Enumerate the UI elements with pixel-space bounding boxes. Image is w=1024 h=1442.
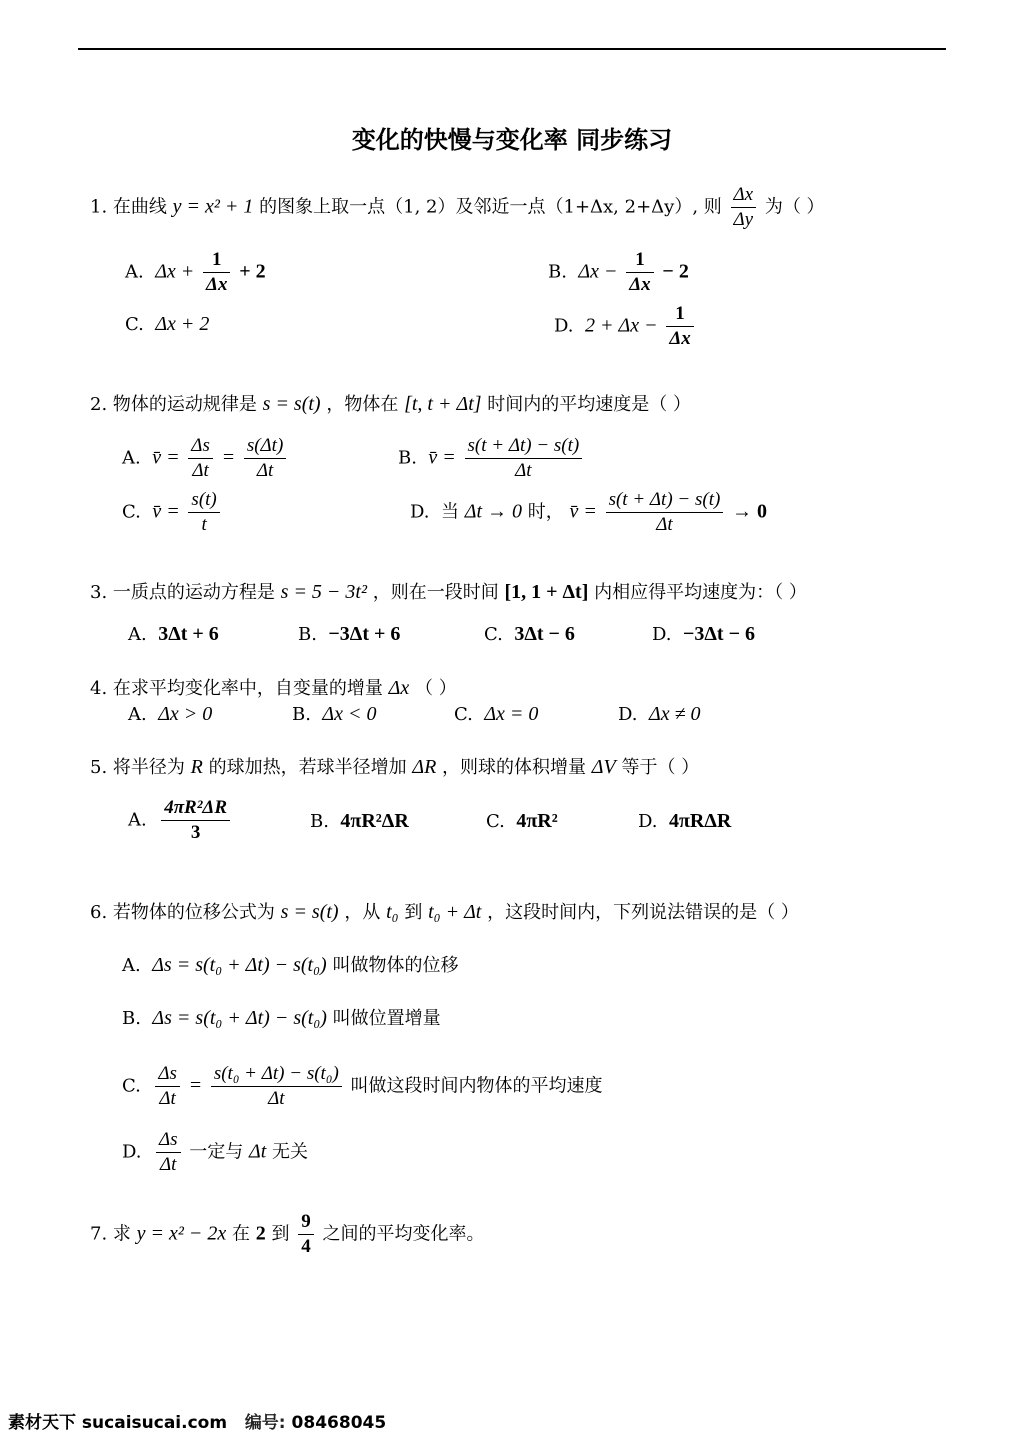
question-text: 为（ ）	[764, 196, 825, 218]
q2-option-c[interactable]: C. v̄ = $\frac{s(t)}{t}$	[122, 488, 223, 537]
question-7: 7. 求 y = x² − 2x 在 2 到 $\frac{9}{4}$ 之间的平均变化率。	[90, 1211, 485, 1257]
watermark-site: 素材天下 sucaisucai.com	[8, 1413, 228, 1433]
question-3: 3. 一质点的运动方程是 s = 5 − 3t² ，则在一段时间 [1, 1 + Δt] 内相应得平均速度为：（ ）	[90, 581, 807, 603]
question-2: 2. 物体的运动规律是 s = s(t) ，物体在 [t, t + Δt] 时间内的平均速度是（ ）	[90, 393, 692, 415]
q1-option-d[interactable]: D. 2 + Δx − $\frac{1}{\Delta x}$	[554, 302, 697, 351]
q4-option-a[interactable]: A. Δx > 0	[128, 703, 213, 725]
q5-option-b[interactable]: B. 4πR²ΔR	[310, 810, 409, 832]
q4-option-d[interactable]: D. Δx ≠ 0	[618, 703, 701, 725]
q3-option-c[interactable]: C. 3Δt − 6	[484, 623, 575, 645]
q6-option-b[interactable]: B. Δs = s(t₀ + Δt) − s(t₀) 叫做位置增量	[122, 1007, 441, 1029]
q4-option-b[interactable]: B. Δx < 0	[292, 703, 377, 725]
question-1	[90, 183, 825, 232]
watermark-id-label: 编号:	[244, 1413, 286, 1433]
q4-option-c[interactable]: C. Δx = 0	[454, 703, 539, 725]
watermark	[8, 1408, 386, 1433]
q1-option-c[interactable]: C. Δx + 2	[125, 313, 210, 335]
q1-option-b[interactable]: B. Δx − $\frac{1}{\Delta x}$ − 2	[548, 249, 689, 295]
question-4: 4. 在求平均变化率中，自变量的增量 Δx （ ）	[90, 677, 457, 699]
question-text: 在曲线	[112, 196, 167, 218]
q2-option-b[interactable]: B. v̄ = $\frac{s(t + \Delta t) - s(t)}{\Delta t}$	[398, 434, 585, 483]
q5-option-c[interactable]: C. 4πR²	[486, 810, 558, 832]
watermark-id: 08468045	[291, 1413, 387, 1433]
question-text: 的图象上取一点（1, 2）及邻近一点（1+Δx, 2+Δy）, 则	[259, 196, 722, 218]
q2-option-d[interactable]: D. 当 Δt → 0 时， v̄ = $\frac{s(t + \Delta t) - s(t)}{\Delta t}$ → 0	[410, 489, 768, 535]
fraction: $\frac{\Delta x}{\Delta y}$	[731, 183, 757, 232]
q5-option-d[interactable]: D. 4πRΔR	[638, 810, 732, 832]
q1-option-a[interactable]: A. Δx + $\frac{1}{\Delta x}$ + 2	[125, 249, 266, 295]
question-6: 6. 若物体的位移公式为 s = s(t) ，从 t₀ 到 t₀ + Δt ，这段时间内，下列说法错误的是（ ）	[90, 901, 799, 923]
header-rule	[78, 48, 946, 50]
question-5: 5. 将半径为 R 的球加热，若球半径增加 ΔR ，则球的体积增量 ΔV 等于（ ）	[90, 756, 700, 778]
q5-option-a[interactable]: A. $\frac{\text{4πR²ΔR}}{3}$	[128, 796, 233, 845]
question-number: 1.	[90, 196, 108, 218]
page-title: 变化的快慢与变化率 同步练习	[351, 126, 673, 154]
q6-option-d[interactable]: D. $\frac{\Delta s}{\Delta t}$ 一定与 Δt 无关	[122, 1129, 309, 1175]
q6-option-c[interactable]: C. $\frac{\Delta s}{\Delta t}$ = $\frac{\text{s(t₀ + Δt) − s(t₀)}}{\Delta t}$ 叫做这段时间内物体的平均速度	[122, 1063, 603, 1109]
math-expression: y = x² + 1	[172, 195, 254, 218]
q3-option-d[interactable]: D. −3Δt − 6	[652, 623, 755, 645]
q3-option-a[interactable]: A. 3Δt + 6	[128, 623, 219, 645]
q6-option-a[interactable]: A. Δs = s(t₀ + Δt) − s(t₀) 叫做物体的位移	[122, 954, 459, 976]
q3-option-b[interactable]: B. −3Δt + 6	[298, 623, 401, 645]
q2-option-a[interactable]: A. v̄ = $\frac{\Delta s}{\Delta t}$ = $\frac{s(\Delta t)}{\Delta t}$	[122, 434, 289, 483]
